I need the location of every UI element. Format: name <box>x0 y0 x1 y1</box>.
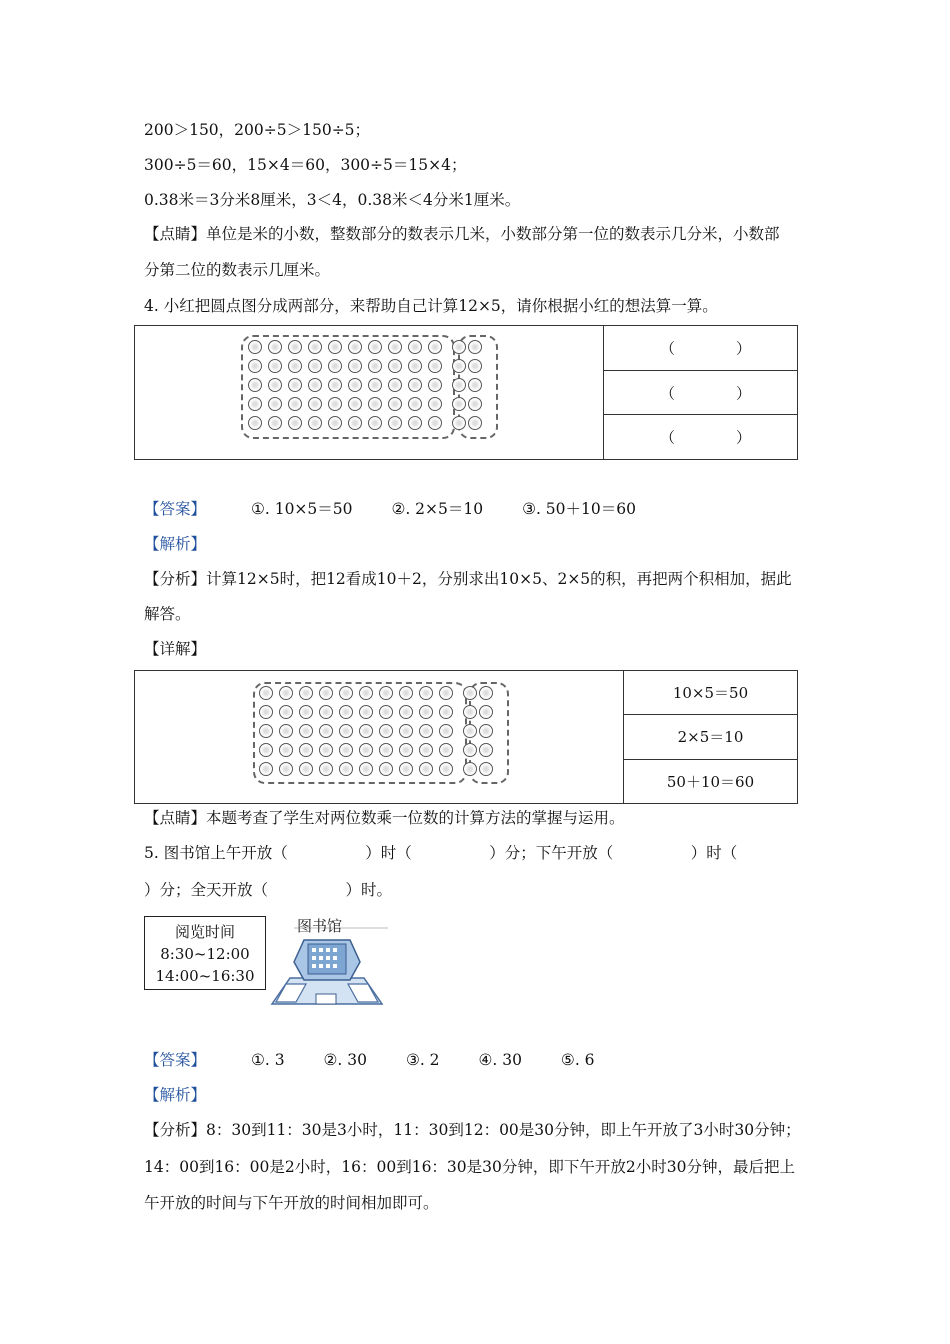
dot <box>463 686 477 700</box>
answer-blank[interactable]: （ ） <box>604 371 797 416</box>
dot <box>259 762 273 776</box>
dot <box>368 416 382 430</box>
dot <box>468 378 482 392</box>
dot <box>468 359 482 373</box>
answer-label: 【答案】 <box>144 1051 207 1069</box>
detail-cells <box>624 671 797 803</box>
text-line: 0.38米＝3分米8厘米，3＜4，0.38米＜4分米1厘米。 <box>144 191 521 209</box>
dot <box>348 416 362 430</box>
dot <box>359 705 373 719</box>
hours-afternoon: 14:00~16:30 <box>155 967 255 985</box>
dot <box>428 340 442 354</box>
dot <box>328 416 342 430</box>
dot <box>479 743 493 757</box>
dot <box>419 743 433 757</box>
question-4: 4. 小红把圆点图分成两部分，来帮助自己计算12×5，请你根据小红的想法算一算。 <box>144 297 718 315</box>
dot <box>399 705 413 719</box>
dot <box>452 340 466 354</box>
dot <box>359 743 373 757</box>
fenxi-line: 午开放的时间与下午开放的时间相加即可。 <box>144 1194 439 1212</box>
dot <box>288 340 302 354</box>
dot <box>288 359 302 373</box>
fenxi-line: 【分析】计算12×5时，把12看成10＋2，分别求出10×5、2×5的积，再把两个积相加，据此 <box>144 570 792 588</box>
dot <box>408 359 422 373</box>
dot <box>288 397 302 411</box>
dot <box>339 762 353 776</box>
detail-label: 【详解】 <box>144 640 207 658</box>
hours-morning: 8:30~12:00 <box>160 945 250 963</box>
dot <box>388 359 402 373</box>
dot <box>299 705 313 719</box>
answer-item: ③. 2 <box>405 1051 440 1069</box>
dot <box>288 416 302 430</box>
hours-title: 阅览时间 <box>174 923 235 941</box>
dot <box>268 378 282 392</box>
dot <box>348 397 362 411</box>
answer-item: ①. 10×5＝50 <box>250 500 353 518</box>
dot <box>428 359 442 373</box>
question-5: 5. 图书馆上午开放（ ）时（ ）分；下午开放（ ）时（ <box>144 844 738 862</box>
dot <box>439 743 453 757</box>
dot <box>452 416 466 430</box>
dot <box>348 359 362 373</box>
answer-item: ③. 50＋10＝60 <box>522 500 636 518</box>
dot <box>328 378 342 392</box>
analysis-label: 【解析】 <box>144 1086 207 1104</box>
text-line: 200＞150，200÷5＞150÷5； <box>144 121 371 139</box>
fenxi-line: 解答。 <box>144 605 191 623</box>
dot <box>368 359 382 373</box>
dot <box>452 397 466 411</box>
dot <box>268 359 282 373</box>
dot <box>408 397 422 411</box>
dot-figure <box>135 671 624 803</box>
dot <box>428 416 442 430</box>
dot <box>439 686 453 700</box>
dot <box>339 686 353 700</box>
dot <box>328 397 342 411</box>
dot <box>468 397 482 411</box>
dianjing-line: 分第二位的数表示几厘米。 <box>144 261 331 279</box>
dot <box>308 340 322 354</box>
question-5-cont: ）分；全天开放（ ）时。 <box>144 881 393 899</box>
dot <box>299 743 313 757</box>
dot <box>463 705 477 719</box>
dot-figure <box>135 326 604 459</box>
detail-cell: 50＋10＝60 <box>666 772 755 791</box>
dot <box>379 705 393 719</box>
answer-item: ④. 30 <box>478 1051 522 1069</box>
answer-cells <box>604 326 797 459</box>
dot <box>288 378 302 392</box>
dot <box>452 378 466 392</box>
dot <box>268 340 282 354</box>
dot <box>388 416 402 430</box>
dot <box>479 762 493 776</box>
dot <box>339 743 353 757</box>
dot <box>299 686 313 700</box>
dot <box>259 743 273 757</box>
answer-item: ②. 30 <box>323 1051 367 1069</box>
dot <box>359 686 373 700</box>
dot <box>399 686 413 700</box>
dot <box>368 397 382 411</box>
dot <box>428 378 442 392</box>
dot <box>339 724 353 738</box>
dot <box>439 762 453 776</box>
dot <box>279 705 293 719</box>
dot <box>439 724 453 738</box>
dot <box>388 397 402 411</box>
dot <box>428 397 442 411</box>
dot <box>408 378 422 392</box>
dot <box>368 378 382 392</box>
dot <box>408 416 422 430</box>
dot <box>308 378 322 392</box>
dot <box>348 340 362 354</box>
dot <box>308 416 322 430</box>
fenxi-line: 【分析】8：30到11：30是3小时，11：30到12：00是30分钟，即上午开放了3小时30分钟； <box>144 1121 801 1139</box>
dot-grid <box>259 686 493 776</box>
dot <box>319 724 333 738</box>
dot <box>348 378 362 392</box>
dot <box>319 686 333 700</box>
dot <box>359 762 373 776</box>
dot <box>319 743 333 757</box>
detail-cell: 2×5＝10 <box>624 715 797 759</box>
dot <box>308 397 322 411</box>
dianjing-line: 【点睛】本题考查了学生对两位数乘一位数的计算方法的掌握与运用。 <box>144 809 625 827</box>
dot <box>468 416 482 430</box>
dot <box>279 686 293 700</box>
dot <box>248 416 262 430</box>
dot <box>419 705 433 719</box>
dot <box>328 340 342 354</box>
dot <box>259 686 273 700</box>
dot <box>368 340 382 354</box>
dot <box>379 743 393 757</box>
dot <box>299 724 313 738</box>
dot <box>399 724 413 738</box>
detail-figure-table <box>134 670 798 804</box>
text-line: 300÷5＝60，15×4＝60，300÷5＝15×4； <box>144 156 467 174</box>
dot <box>359 724 373 738</box>
dot <box>399 743 413 757</box>
dot <box>319 705 333 719</box>
dot <box>279 762 293 776</box>
dot <box>468 340 482 354</box>
dot <box>279 724 293 738</box>
dot <box>419 762 433 776</box>
dot <box>388 340 402 354</box>
dianjing-line: 【点睛】单位是米的小数，整数部分的数表示几米，小数部分第一位的数表示几分米，小数部 <box>144 225 780 243</box>
answer-blank[interactable]: （ ） <box>660 428 752 447</box>
dot <box>319 762 333 776</box>
dot <box>268 397 282 411</box>
dot <box>388 378 402 392</box>
dot <box>463 762 477 776</box>
dot <box>299 762 313 776</box>
dot <box>248 378 262 392</box>
dot <box>279 743 293 757</box>
dot-grid <box>248 340 482 430</box>
dot <box>419 686 433 700</box>
library-illustration <box>264 914 390 1010</box>
dot <box>259 705 273 719</box>
dot <box>339 705 353 719</box>
dot <box>379 762 393 776</box>
dot <box>328 359 342 373</box>
dot <box>308 359 322 373</box>
dot <box>379 686 393 700</box>
dot <box>379 724 393 738</box>
answer-blank[interactable]: （ ） <box>604 326 797 371</box>
dot <box>248 397 262 411</box>
answer-row <box>144 499 636 519</box>
opening-hours-box <box>144 916 266 990</box>
dot <box>479 686 493 700</box>
dot <box>479 724 493 738</box>
detail-cell: 10×5＝50 <box>624 671 797 715</box>
dot <box>259 724 273 738</box>
dot <box>248 359 262 373</box>
dot <box>452 359 466 373</box>
dot <box>463 724 477 738</box>
dot <box>479 705 493 719</box>
answer-item: ⑤. 6 <box>560 1051 595 1069</box>
dot <box>248 340 262 354</box>
dot <box>419 724 433 738</box>
dot <box>399 762 413 776</box>
answer-label: 【答案】 <box>144 500 207 518</box>
dot <box>408 340 422 354</box>
library-label: 图书馆 <box>297 917 343 935</box>
dot <box>463 743 477 757</box>
answer-item: ①. 3 <box>250 1051 285 1069</box>
analysis-label: 【解析】 <box>144 535 207 553</box>
answer-item: ②. 2×5＝10 <box>391 500 484 518</box>
dot-figure-table <box>134 325 798 460</box>
answer-row <box>144 1050 595 1070</box>
fenxi-line: 14：00到16：00是2小时，16：00到16：30是30分钟，即下午开放2小时30分钟，最后把上 <box>144 1158 795 1176</box>
dot <box>268 416 282 430</box>
dot <box>439 705 453 719</box>
